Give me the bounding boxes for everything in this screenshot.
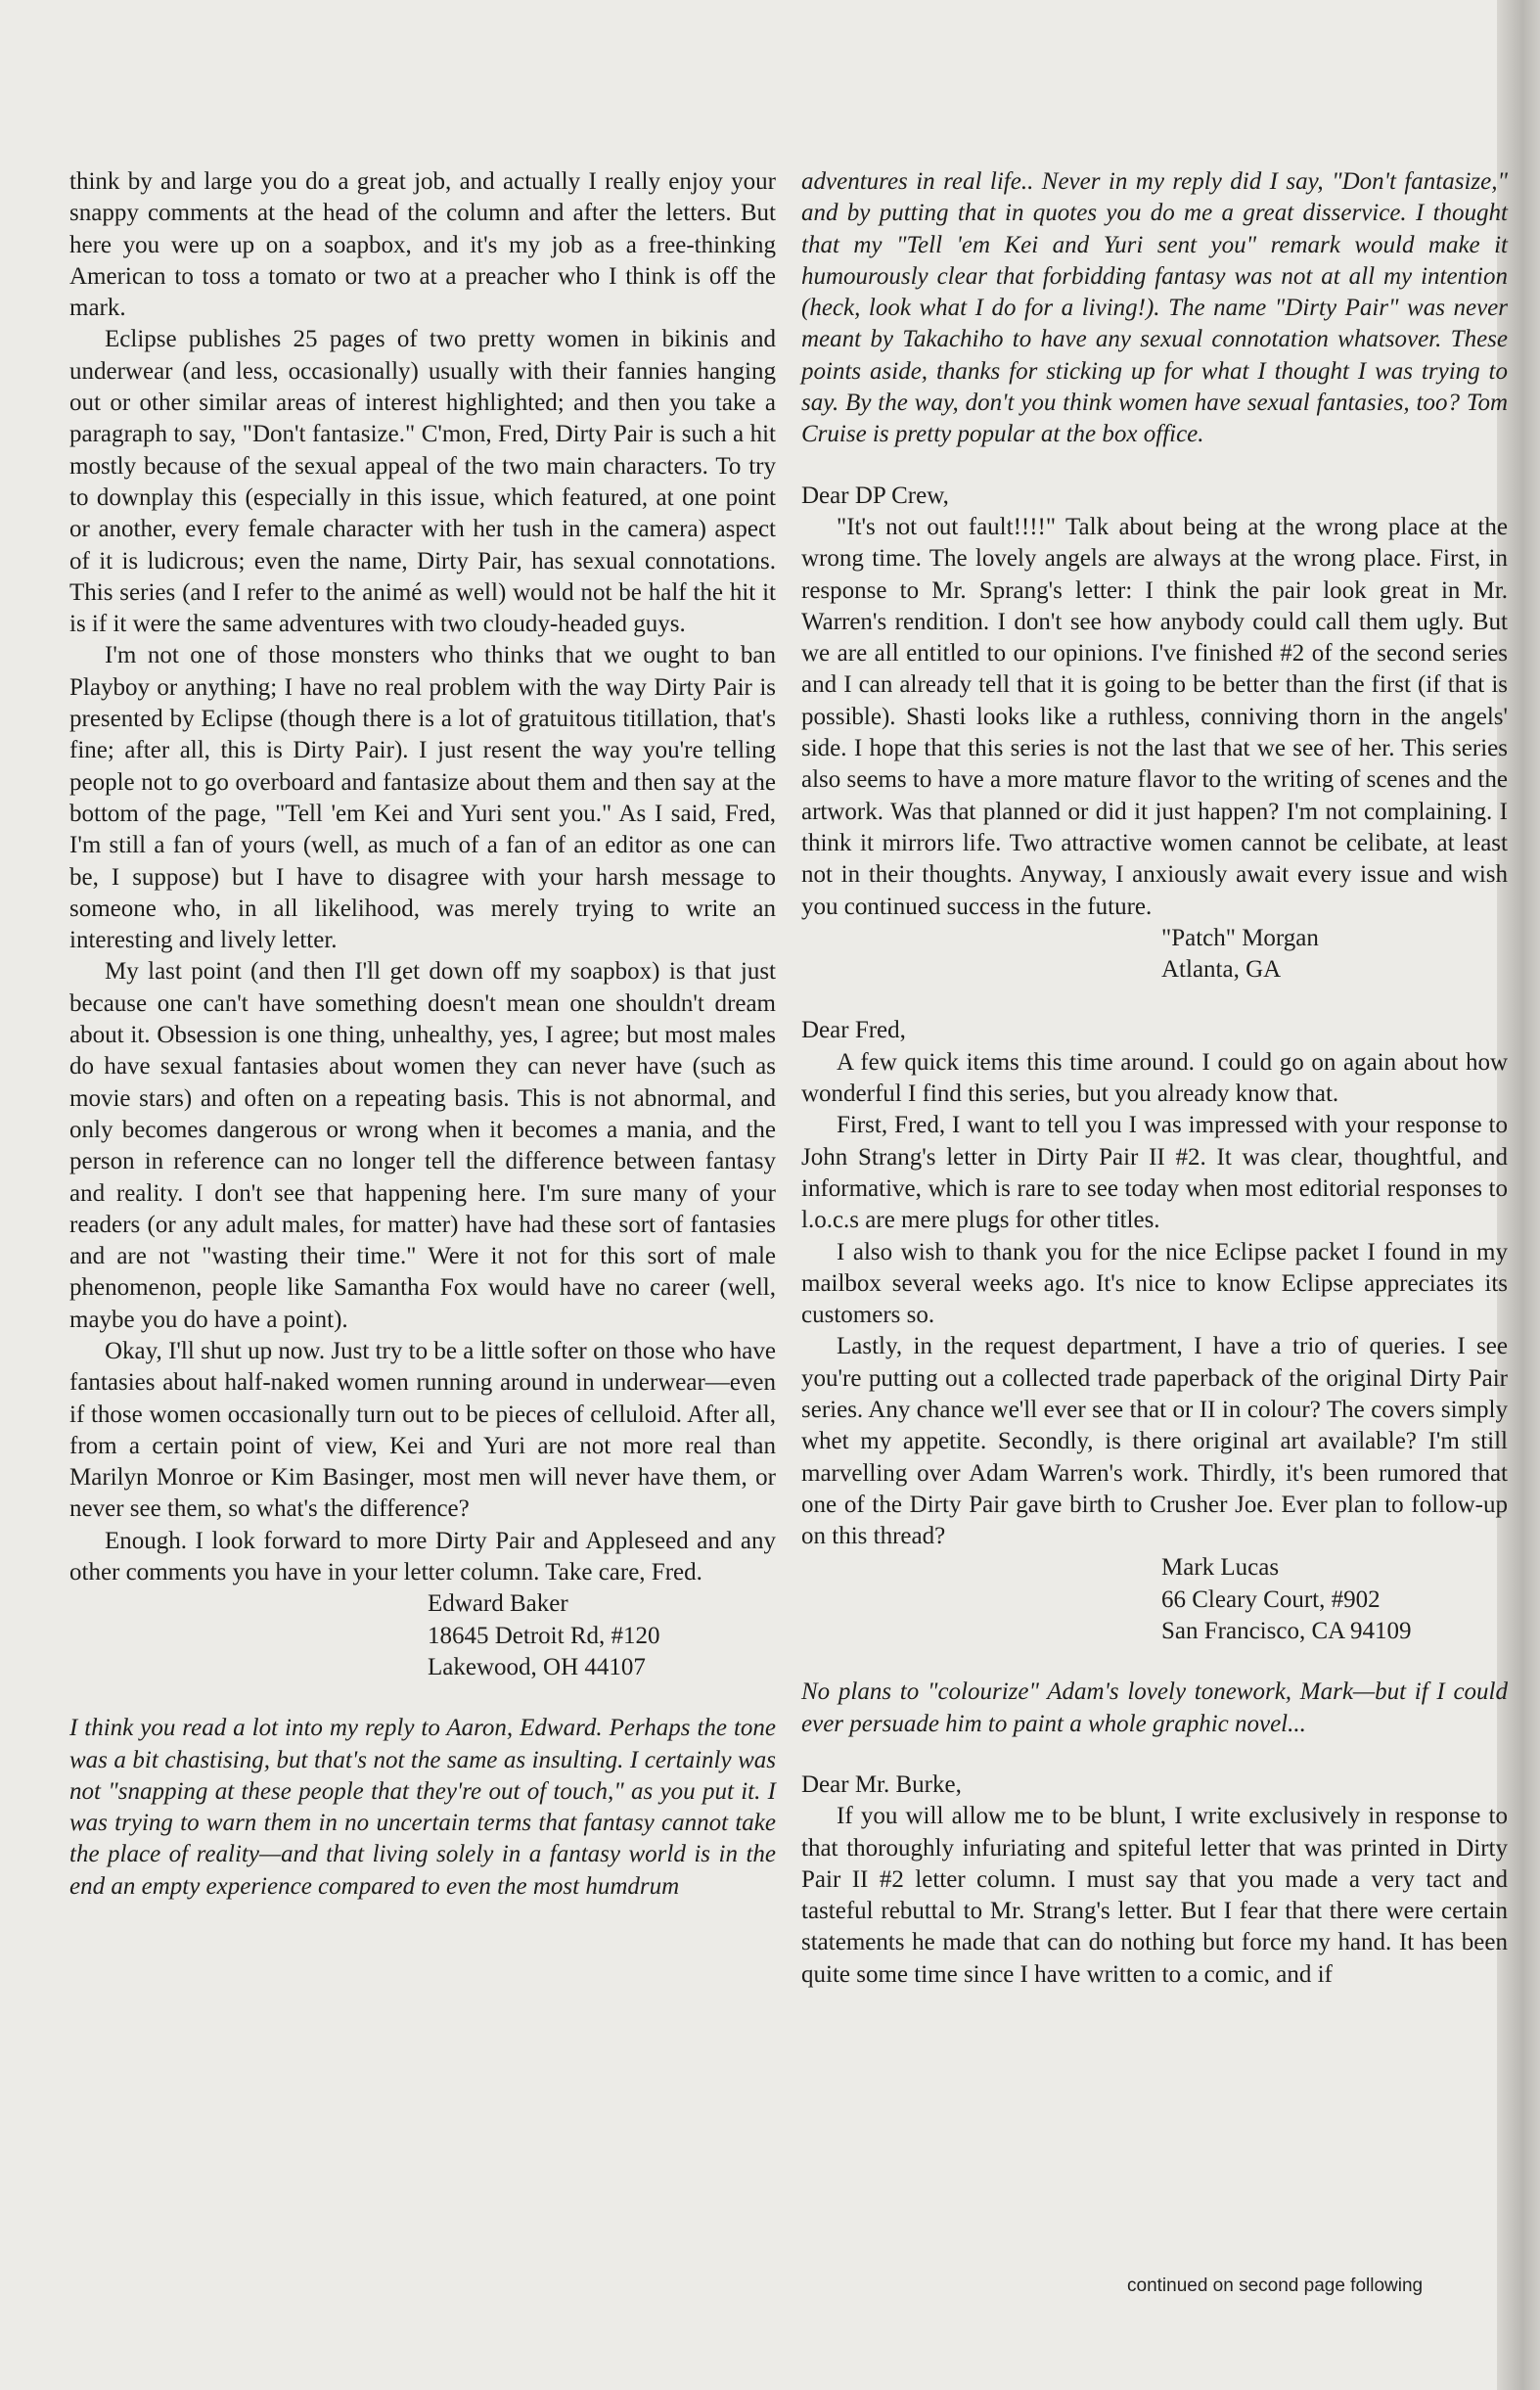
letter-signature: 18645 Detroit Rd, #120 (428, 1622, 660, 1649)
letter-paragraph: A few quick items this time around. I could go on again about how wonderful I find this series, but you already know that. (801, 1048, 1508, 1108)
letter-paragraph: think by and large you do a great job, and actually I really enjoy your snappy comments at the head of the column and after the letters. But here you were up on a soapbox, and it's my job as a free-thinking American to toss a tomato or two at a preacher who I think is off the mark. (69, 168, 776, 322)
spacer (69, 1683, 776, 1713)
letter-signature: "Patch" Morgan (1161, 924, 1319, 951)
letter-paragraph: I'm not one of those monsters who thinks that we ought to ban Playboy or anything; I have no real problem with the way Dirty Pair is presented by Eclipse (though there is a lot of gratuitous titillation, that's fine; after all, this is Dirty Pair). I just resent the way you're telling people not to go overboard and fantasize about them and then say at the bottom of the page, "Tell 'em Kei and Yuri sent you." As I said, Fred, I'm still a fan of yours (well, as much of a fan of an editor as one can be, I suppose) but I have to disagree with your harsh message to someone who, in all likelihood, was merely trying to write an interesting and lively letter. (69, 642, 776, 954)
letter-signature: Edward Baker (428, 1590, 568, 1618)
letter-paragraph: Enough. I look forward to more Dirty Pair and Appleseed and any other comments you have in your letter column. Take care, Fred. (69, 1527, 776, 1586)
letter-salutation: Dear Fred, (801, 1017, 906, 1044)
letter-paragraph: I also wish to thank you for the nice Eclipse packet I found in my mailbox several weeks ago. It's nice to know Eclipse appreciates its customers so. (801, 1238, 1508, 1329)
right-column (801, 166, 1508, 1991)
letter-signature: 66 Cleary Court, #902 (1161, 1586, 1381, 1613)
letter-paragraph: Okay, I'll shut up now. Just try to be a little softer on those who have fantasies about half-naked women running around in underwear—even if those women occasionally turn out to be pieces of celluloid. After all, from a certain point of view, Kei and Yuri are not more real than Marilyn Monroe or Kim Basinger, most men will never have them, or never see them, so what's the difference? (69, 1337, 776, 1523)
letter-paragraph: My last point (and then I'll get down off my soapbox) is that just because one can't have something doesn't mean one shouldn't dream about it. Obsession is one thing, unhealthy, yes, I agree; but most males do have sexual fantasies about women they can never have (such as movie stars) and often on a repeating basis. This is not abnormal, and only becomes dangerous or wrong when it becomes a mania, and the person in reference can no longer tell the difference between fantasy and reality. I don't see that happening here. I'm sure many of your readers (or any adult males, for matter) have had these sort of fantasies and are not "wasting their time." Were it not for this sort of male phenomenon, people like Samantha Fox would have no career (well, maybe you do have a point). (69, 958, 776, 1333)
letter-paragraph: "It's not out fault!!!!" Talk about being at the wrong place at the wrong time. The lovely angels are always at the wrong place. First, in response to Mr. Sprang's letter: I think the pair look great in Mr. Warren's rendition. I don't see how anybody could call them ugly. But we are all entitled to our opinions. I've finished #2 of the second series and I can already tell that it is going to be better than the first (if that is possible). Shasti looks like a ruthless, conniving thorn in the angels' side. I hope that this series is not the last that we see of her. This series also seems to have a more mature flavor to the writing of scenes and the artwork. Was that planned or did it just happen? I'm not complaining. I think it mirrors life. Two attractive women cannot be celibate, at least not in their thoughts. Anyway, I anxiously await every issue and wish you continued success in the future. (801, 513, 1508, 920)
editor-reply: I think you read a lot into my reply to Aaron, Edward. Perhaps the tone was a bit chastising, but that's not the same as insulting. I certainly was not "snapping at these people that they're out of touch," as you put it. I was trying to warn them in no uncertain terms that fantasy cannot take the place of reality—and that living solely in a fantasy world is in the end an empty experience compared to even the most humdrum (69, 1715, 776, 1900)
letter-signature: Mark Lucas (1161, 1554, 1280, 1582)
letter-paragraph: If you will allow me to be blunt, I write exclusively in response to that thoroughly infuriating and spiteful letter that was printed in Dirty Pair II #2 letter column. I must say that you made a very tact and tasteful rebuttal to Mr. Strang's letter. But I fear that there were certain statements he made that can do nothing but force my hand. It has been quite some time since I have written to a comic, and if (801, 1803, 1508, 1988)
letter-paragraph: Eclipse publishes 25 pages of two pretty women in bikinis and underwear (and less, occasionally) usually with their fannies hanging out or other similar areas of interest highlighted; and then you take a paragraph to say, "Don't fantasize." C'mon, Fred, Dirty Pair is such a hit mostly because of the sexual appeal of the two main characters. To try to downplay this (especially in this issue, which featured, at one point or another, every female character with her tush in the camera) aspect of it is ludicrous; even the name, Dirty Pair, has sexual connotations. This series (and I refer to the animé as well) would not be half the hit it is if it were the same adventures with two cloudy-headed guys. (69, 326, 776, 638)
continued-note: continued on second page following (1127, 2275, 1424, 2296)
spacer (801, 1647, 1508, 1677)
letter-salutation: Dear Mr. Burke, (801, 1770, 962, 1798)
letter-paragraph: First, Fred, I want to tell you I was impressed with your response to John Strang's letter in Dirty Pair II #2. It was clear, thoughtful, and informative, which is rare to see today when most editorial responses to l.o.c.s are mere plugs for other titles. (801, 1112, 1508, 1234)
letter-salutation: Dear DP Crew, (801, 482, 949, 509)
editor-reply: adventures in real life.. Never in my reply did I say, "Don't fantasize," and by putting that in quotes you do me a great disservice. I thought that my "Tell 'em Kei and Yuri sent you" remark would make it humourously clear that forbidding fantasy was not at all my intention (heck, look what I do for a living!). The name "Dirty Pair" was never meant by Takachiho to have any sexual connotation whatsover. These points aside, thanks for sticking up for what I thought I was trying to say. By the way, don't you think women have sexual fantasies, too? Tom Cruise is pretty popular at the box office. (801, 168, 1508, 448)
editor-reply: No plans to "colourize" Adam's lovely tonework, Mark—but if I could ever persuade him to paint a whole graphic novel... (801, 1678, 1508, 1737)
letter-signature: San Francisco, CA 94109 (1161, 1618, 1412, 1645)
left-column (69, 166, 776, 1903)
letter-paragraph: Lastly, in the request department, I have a trio of queries. I see you're putting out a collected trade paperback of the original Dirty Pair series. Any chance we'll ever see that or II in colour? The covers simply whet my appetite. Secondly, is there original art available? I'm still marvelling over Adam Warren's work. Thirdly, it's been rumored that one of the Dirty Pair gave birth to Crusher Joe. Ever plan to follow-up on this thread? (801, 1333, 1508, 1550)
letter-signature: Lakewood, OH 44107 (428, 1653, 646, 1680)
letter-signature: Atlanta, GA (1161, 956, 1282, 984)
